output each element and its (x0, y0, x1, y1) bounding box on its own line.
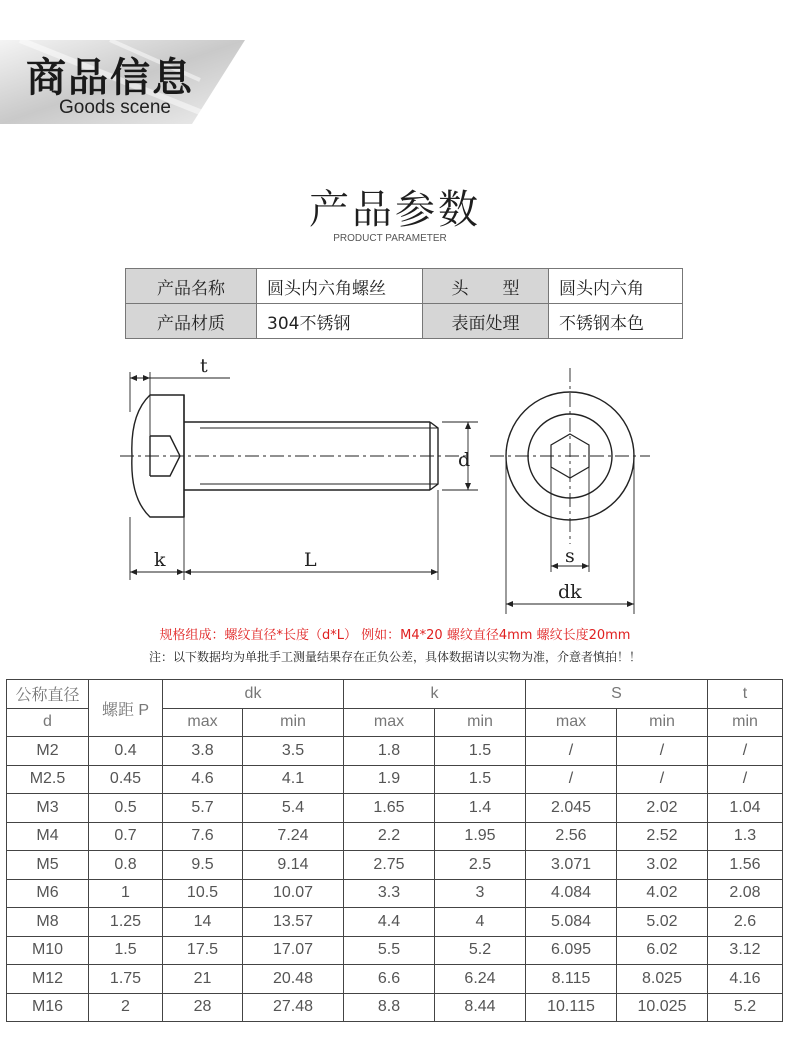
table-row (7, 822, 783, 851)
header-t: t (708, 680, 783, 709)
table-body (7, 737, 783, 1022)
table-cell: M8 (7, 908, 89, 937)
section-title: 产品参数 (309, 187, 481, 233)
table-cell: 14 (163, 908, 243, 937)
table-cell: 1.95 (435, 822, 526, 851)
header-dk-min: min (243, 708, 344, 737)
header-s-min: min (617, 708, 708, 737)
table-cell: 5.084 (526, 908, 617, 937)
table-cell: / (708, 765, 783, 794)
table-cell: 20.48 (243, 965, 344, 994)
material-value: 304不锈钢 (257, 304, 423, 339)
table-cell: / (708, 737, 783, 766)
dim-s-label: s (565, 545, 575, 567)
name-label: 产品名称 (126, 269, 257, 304)
dimension-table (6, 679, 783, 1022)
table-cell: 3 (435, 879, 526, 908)
table-cell: M5 (7, 851, 89, 880)
table-cell: 17.07 (243, 936, 344, 965)
table-cell: 7.6 (163, 822, 243, 851)
measurement-disclaimer: 注：以下数据均为单批手工测量结果存在正负公差，具体数据请以实物为准，介意者慎拍！！ (148, 650, 641, 664)
table-cell: 1.56 (708, 851, 783, 880)
screw-drawing (120, 352, 650, 614)
banner-subtitle: Goods scene (59, 97, 171, 118)
table-cell: 13.57 (243, 908, 344, 937)
table-cell: 1.04 (708, 794, 783, 823)
table-cell: 3.02 (617, 851, 708, 880)
table-cell: 5.4 (243, 794, 344, 823)
table-cell: 2.045 (526, 794, 617, 823)
table-cell: 2.75 (344, 851, 435, 880)
table-row (7, 993, 783, 1022)
table-cell: 1 (89, 879, 163, 908)
head-label: 头 型 (423, 269, 549, 304)
table-cell: 2.5 (435, 851, 526, 880)
table-cell: M2 (7, 737, 89, 766)
dim-dk-label: dk (558, 581, 582, 603)
table-cell: 4 (435, 908, 526, 937)
header-pitch: 螺距 P (89, 680, 163, 737)
table-cell: 27.48 (243, 993, 344, 1022)
name-value: 圆头内六角螺丝 (257, 269, 423, 304)
table-cell: 2.02 (617, 794, 708, 823)
table-cell: 8.8 (344, 993, 435, 1022)
table-cell: 4.16 (708, 965, 783, 994)
header-k-max: max (344, 708, 435, 737)
header-s: S (526, 680, 708, 709)
banner-title: 商品信息 (26, 55, 194, 101)
table-row (7, 851, 783, 880)
table-cell: 9.5 (163, 851, 243, 880)
table-cell: M16 (7, 993, 89, 1022)
material-label: 产品材质 (126, 304, 257, 339)
header-dk-max: max (163, 708, 243, 737)
table-cell: 4.084 (526, 879, 617, 908)
header-s-max: max (526, 708, 617, 737)
header-k: k (344, 680, 526, 709)
table-cell: M3 (7, 794, 89, 823)
header-dk: dk (163, 680, 344, 709)
table-cell: 3.8 (163, 737, 243, 766)
table-cell: 10.025 (617, 993, 708, 1022)
table-cell: 5.2 (435, 936, 526, 965)
table-cell: M2.5 (7, 765, 89, 794)
table-cell: 2.6 (708, 908, 783, 937)
table-cell: 1.65 (344, 794, 435, 823)
table-cell: 4.1 (243, 765, 344, 794)
table-cell: 0.45 (89, 765, 163, 794)
table-cell: 8.025 (617, 965, 708, 994)
info-row (126, 304, 683, 339)
table-cell: 5.2 (708, 993, 783, 1022)
table-row (7, 965, 783, 994)
table-cell: 2.52 (617, 822, 708, 851)
table-cell: M4 (7, 822, 89, 851)
table-cell: / (617, 737, 708, 766)
table-row (7, 879, 783, 908)
table-cell: M10 (7, 936, 89, 965)
table-cell: 4.6 (163, 765, 243, 794)
table-cell: 1.5 (435, 765, 526, 794)
table-cell: 1.4 (435, 794, 526, 823)
dim-L-label: L (304, 549, 317, 571)
table-cell: 17.5 (163, 936, 243, 965)
table-cell: 1.3 (708, 822, 783, 851)
table-cell: / (526, 765, 617, 794)
table-cell: 10.07 (243, 879, 344, 908)
dim-d-label: d (458, 449, 471, 471)
table-cell: 6.095 (526, 936, 617, 965)
table-cell: 6.6 (344, 965, 435, 994)
table-cell: 8.44 (435, 993, 526, 1022)
table-cell: 6.02 (617, 936, 708, 965)
table-cell: 5.5 (344, 936, 435, 965)
table-cell: M12 (7, 965, 89, 994)
table-cell: 9.14 (243, 851, 344, 880)
table-cell: 0.7 (89, 822, 163, 851)
table-row (7, 794, 783, 823)
spec-format-note: 规格组成：螺纹直径*长度（d*L） 例如：M4*20 螺纹直径4mm 螺纹长度20mm (159, 628, 631, 643)
surface-label: 表面处理 (423, 304, 549, 339)
table-row (7, 765, 783, 794)
table-cell: 5.02 (617, 908, 708, 937)
table-cell: 4.4 (344, 908, 435, 937)
table-cell: 1.9 (344, 765, 435, 794)
table-cell: 2 (89, 993, 163, 1022)
table-row (7, 908, 783, 937)
dim-t-label: t (200, 355, 208, 377)
table-cell: / (617, 765, 708, 794)
table-cell: 2.08 (708, 879, 783, 908)
table-cell: 10.5 (163, 879, 243, 908)
section-subtitle: PRODUCT PARAMETER (333, 233, 447, 244)
table-cell: 6.24 (435, 965, 526, 994)
table-cell: 7.24 (243, 822, 344, 851)
table-cell: 0.8 (89, 851, 163, 880)
surface-value: 不锈钢本色 (549, 304, 683, 339)
header-d: d (7, 708, 89, 737)
table-cell: 3.5 (243, 737, 344, 766)
table-cell: 1.5 (89, 936, 163, 965)
table-cell: 0.5 (89, 794, 163, 823)
table-cell: 3.3 (344, 879, 435, 908)
table-cell: 8.115 (526, 965, 617, 994)
table-cell: 4.02 (617, 879, 708, 908)
head-value: 圆头内六角 (549, 269, 683, 304)
table-header-row (7, 680, 783, 709)
table-cell: / (526, 737, 617, 766)
table-cell: 5.7 (163, 794, 243, 823)
table-cell: 1.25 (89, 908, 163, 937)
dim-k-label: k (154, 549, 166, 571)
info-row (126, 269, 683, 304)
header-t-min: min (708, 708, 783, 737)
table-cell: 3.12 (708, 936, 783, 965)
table-cell: 1.8 (344, 737, 435, 766)
table-cell: 1.75 (89, 965, 163, 994)
table-row (7, 737, 783, 766)
table-cell: 10.115 (526, 993, 617, 1022)
table-cell: 1.5 (435, 737, 526, 766)
product-info-table (125, 268, 683, 339)
table-cell: 2.56 (526, 822, 617, 851)
table-cell: 21 (163, 965, 243, 994)
table-cell: 3.071 (526, 851, 617, 880)
table-cell: 0.4 (89, 737, 163, 766)
table-cell: 2.2 (344, 822, 435, 851)
table-row (7, 936, 783, 965)
table-cell: M6 (7, 879, 89, 908)
header-nominal-diameter: 公称直径 (7, 680, 89, 709)
table-cell: 28 (163, 993, 243, 1022)
header-k-min: min (435, 708, 526, 737)
